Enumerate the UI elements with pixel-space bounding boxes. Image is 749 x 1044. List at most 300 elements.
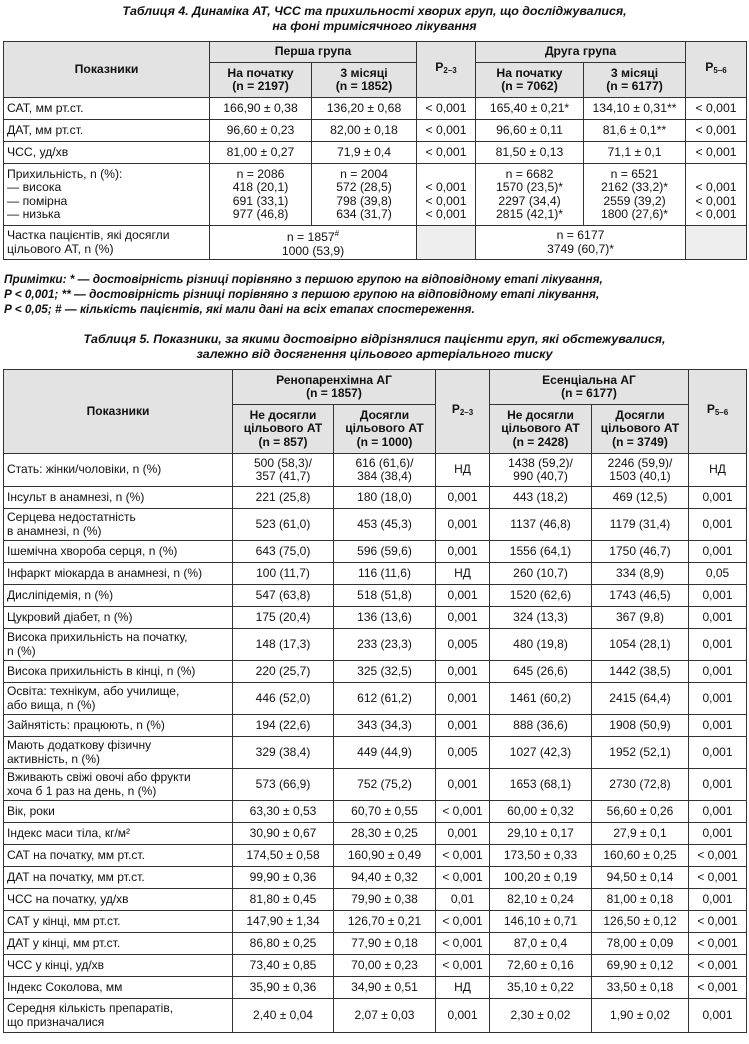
cell xyxy=(592,661,689,683)
label-line: Освіта: технікум, або училище, xyxy=(7,684,180,699)
value: 148 (17,3) xyxy=(255,636,311,651)
value: 86,80 ± 0,25 xyxy=(249,935,317,950)
value: n = 2086 xyxy=(236,166,285,181)
row-label xyxy=(4,164,210,226)
cell xyxy=(233,683,334,715)
table5 xyxy=(3,369,747,1033)
cell: < 0,001 xyxy=(686,120,747,142)
t5-essential-n: (n = 6177) xyxy=(561,386,617,400)
cell xyxy=(592,801,689,823)
cell xyxy=(334,801,436,823)
row-label xyxy=(4,585,233,607)
cell xyxy=(334,629,436,661)
cell xyxy=(592,607,689,629)
cell xyxy=(436,487,490,509)
value: 0,001 xyxy=(702,489,733,504)
reached-label-line2: цільового АТ, n (%) xyxy=(7,241,114,256)
label: (n = 1000) xyxy=(356,434,413,449)
table-row xyxy=(4,999,747,1033)
cell xyxy=(334,823,436,845)
value: 500 (58,3)/ xyxy=(253,455,313,470)
cell xyxy=(233,955,334,977)
cell xyxy=(490,911,592,933)
table-row-adherence xyxy=(4,164,747,226)
cell xyxy=(334,563,436,585)
cell xyxy=(689,801,747,823)
table5-caption-line1: Таблиця 5. Показники, за якими достовірно відрізнялися пацієнти груп, які обстежувалися, xyxy=(83,332,666,346)
value: 449 (44,9) xyxy=(357,744,412,759)
cell xyxy=(233,977,334,999)
row-label xyxy=(4,226,210,260)
value: 453 (45,3) xyxy=(357,516,412,531)
t5-p56-sub: 5–6 xyxy=(714,408,729,418)
value: < 0,001 xyxy=(442,913,483,928)
value: 334 (8,9) xyxy=(615,565,665,580)
table-row xyxy=(4,769,747,801)
value: 0,005 xyxy=(447,744,478,759)
label: цільового АТ xyxy=(345,421,424,436)
table-row xyxy=(4,845,747,867)
cell xyxy=(312,164,417,226)
label-line: Висока прихильність в кінці, n (%) xyxy=(7,663,196,678)
cell xyxy=(334,454,436,487)
cell xyxy=(436,715,490,737)
value: 220 (25,7) xyxy=(255,663,311,678)
value: 480 (19,8) xyxy=(513,636,568,651)
label-line: Вік, роки xyxy=(7,803,55,818)
label: цільового АТ xyxy=(501,421,580,436)
value: 160,90 ± 0,49 xyxy=(347,847,422,862)
value: 180 (18,0) xyxy=(357,489,412,504)
cell xyxy=(436,867,490,889)
value: 0,01 xyxy=(450,891,475,906)
table-row xyxy=(4,715,747,737)
value: < 0,001 xyxy=(442,847,483,862)
value: 0,001 xyxy=(702,516,733,531)
table5-caption xyxy=(0,332,749,362)
value: 0,001 xyxy=(447,543,478,558)
value: < 0,001 xyxy=(697,847,738,862)
value: НД xyxy=(709,462,726,477)
value: < 0,001 xyxy=(442,935,483,950)
label-line: Інфаркт міокарда в анамнезі, n (%) xyxy=(7,565,203,580)
t4-header-g2-3m xyxy=(584,63,686,98)
table-row xyxy=(4,661,747,683)
cell xyxy=(689,585,747,607)
row-label xyxy=(4,999,233,1033)
value: 2,07 ± 0,03 xyxy=(354,1007,415,1022)
table-row xyxy=(4,120,747,142)
label-line: САТ у кінці, мм рт.ст. xyxy=(7,913,121,928)
cell xyxy=(233,769,334,801)
table-row xyxy=(4,98,747,120)
value: 1750 (46,7) xyxy=(609,543,671,558)
row-label xyxy=(4,629,233,661)
value: < 0,001 xyxy=(442,803,483,818)
value: 72,60 ± 0,16 xyxy=(507,957,574,972)
cell xyxy=(436,629,490,661)
table-row xyxy=(4,911,747,933)
cell xyxy=(334,999,436,1033)
label: Не досягли xyxy=(249,408,317,423)
value: 1800 (27,6)* xyxy=(600,207,669,221)
value: 0,001 xyxy=(702,891,733,906)
cell xyxy=(436,737,490,769)
t5-header-p23 xyxy=(436,370,490,454)
value: 0,001 xyxy=(702,587,733,602)
value: 0,05 xyxy=(705,565,730,580)
table-row xyxy=(4,889,747,911)
t4-g1-start-label: На початку xyxy=(227,65,294,80)
cell xyxy=(436,454,490,487)
cell xyxy=(592,737,689,769)
value: 82,10 ± 0,24 xyxy=(507,891,574,906)
value: 174,50 ± 0,58 xyxy=(246,847,320,862)
table-row-reached xyxy=(4,226,747,260)
cell xyxy=(233,629,334,661)
adherence-low-label: — низька xyxy=(7,207,61,221)
cell xyxy=(233,867,334,889)
value: 0,005 xyxy=(447,636,478,651)
row-label xyxy=(4,823,233,845)
value: 73,40 ± 0,85 xyxy=(249,957,317,972)
value: 0,001 xyxy=(702,663,733,678)
cell xyxy=(233,487,334,509)
value: < 0,001 xyxy=(697,913,738,928)
value: НД xyxy=(454,565,471,580)
cell xyxy=(592,911,689,933)
label: Досягли xyxy=(359,408,410,423)
value: 1054 (28,1) xyxy=(609,636,671,651)
cell xyxy=(490,823,592,845)
value: 77,90 ± 0,18 xyxy=(351,935,418,950)
cell xyxy=(210,164,312,226)
cell xyxy=(490,769,592,801)
cell xyxy=(436,911,490,933)
t5-header-indicators: Показники xyxy=(4,370,233,454)
cell xyxy=(689,933,747,955)
cell xyxy=(436,999,490,1033)
value: 70,00 ± 0,23 xyxy=(351,957,418,972)
cell xyxy=(334,769,436,801)
value: 343 (34,3) xyxy=(357,717,412,732)
value: 888 (36,6) xyxy=(513,717,568,732)
value: 35,90 ± 0,36 xyxy=(249,979,317,994)
t4-p56-sub: 5–6 xyxy=(713,66,727,76)
label-line: Індекс Соколова, мм xyxy=(7,979,123,994)
value: 752 (75,2) xyxy=(357,776,412,791)
cell xyxy=(490,683,592,715)
cell xyxy=(490,629,592,661)
value: 94,40 ± 0,32 xyxy=(351,869,418,884)
value: 596 (59,6) xyxy=(357,543,412,558)
hash-mark: # xyxy=(334,228,340,238)
value: 1570 (23,5)* xyxy=(495,180,564,194)
label-line: ДАТ у кінці, мм рт.ст. xyxy=(7,935,121,950)
cell xyxy=(334,715,436,737)
row-label: ДАТ, мм рт.ст. xyxy=(4,120,210,142)
table-row xyxy=(4,823,747,845)
cell xyxy=(592,889,689,911)
table-row xyxy=(4,509,747,541)
cell xyxy=(686,164,747,226)
cell xyxy=(233,541,334,563)
value: < 0,001 xyxy=(425,193,467,208)
label-line: Серцева недостатність xyxy=(7,510,136,525)
label-line: Інсульт в анамнезі, n (%) xyxy=(7,489,145,504)
value: 146,10 ± 0,71 xyxy=(503,913,578,928)
value: 100 (11,7) xyxy=(256,565,310,580)
t4-g2-start-n: (n = 7062) xyxy=(501,79,558,93)
cell xyxy=(592,955,689,977)
value: 175 (20,4) xyxy=(255,609,311,624)
value: n = 6682 xyxy=(505,166,554,181)
cell xyxy=(233,454,334,487)
cell xyxy=(689,607,747,629)
row-label xyxy=(4,801,233,823)
label: (n = 857) xyxy=(258,434,308,449)
value: 260 (10,7) xyxy=(513,565,568,580)
cell xyxy=(233,509,334,541)
cell xyxy=(490,563,592,585)
cell xyxy=(689,629,747,661)
label-line: в анамнезі, n (%) xyxy=(7,523,102,538)
value: 1179 (31,4) xyxy=(609,516,671,531)
value: < 0,001 xyxy=(442,957,483,972)
value: 60,00 ± 0,32 xyxy=(507,803,574,818)
cell xyxy=(689,999,747,1033)
value: 81,80 ± 0,45 xyxy=(249,891,317,906)
row-label xyxy=(4,933,233,955)
label-line: n (%) xyxy=(7,643,36,658)
cell: 71,9 ± 0,4 xyxy=(312,142,417,164)
row-label xyxy=(4,889,233,911)
label-line: хоча б 1 раз на день, n (%) xyxy=(7,783,157,798)
t4-p23-sub: 2–3 xyxy=(443,66,457,76)
cell xyxy=(436,509,490,541)
value: 523 (61,0) xyxy=(255,516,311,531)
table4-caption xyxy=(0,4,749,34)
t5-header-p56 xyxy=(689,370,747,454)
cell xyxy=(476,164,584,226)
value: 2559 (39,2) xyxy=(603,193,666,208)
label-line: ЧСС у кінці, уд/хв xyxy=(7,957,105,972)
t4-g2-3m-n: (n = 6177) xyxy=(606,79,663,93)
cell xyxy=(689,845,747,867)
value: 1952 (52,1) xyxy=(609,744,671,759)
value: 0,001 xyxy=(702,776,733,791)
t4-header-g1-3m xyxy=(312,63,417,98)
cell xyxy=(490,487,592,509)
cell xyxy=(233,889,334,911)
value: 2246 (59,9)/ xyxy=(607,455,673,470)
cell xyxy=(334,867,436,889)
cell xyxy=(592,769,689,801)
row-label xyxy=(4,541,233,563)
value: 643 (75,0) xyxy=(255,543,311,558)
value: 0,001 xyxy=(447,663,478,678)
cell: 81,6 ± 0,1** xyxy=(584,120,686,142)
value: 28,30 ± 0,25 xyxy=(351,825,418,840)
value: 1438 (59,2)/ xyxy=(508,455,573,470)
label: Не досягли xyxy=(507,408,574,423)
cell xyxy=(233,661,334,683)
value: 0,001 xyxy=(447,776,478,791)
t4-header-indicators: Показники xyxy=(4,42,210,98)
cell xyxy=(689,454,747,487)
cell xyxy=(689,683,747,715)
row-label xyxy=(4,911,233,933)
cell xyxy=(436,955,490,977)
value: 1461 (60,2) xyxy=(509,690,572,705)
t4-g2-start-label: На початку xyxy=(496,65,563,80)
value: < 0,001 xyxy=(695,207,737,221)
value: 329 (38,4) xyxy=(255,744,311,759)
cell xyxy=(334,737,436,769)
cell xyxy=(233,823,334,845)
cell: 81,00 ± 0,27 xyxy=(210,142,312,164)
value: 126,70 ± 0,21 xyxy=(347,913,422,928)
cell xyxy=(490,845,592,867)
cell: 166,90 ± 0,38 xyxy=(210,98,312,120)
cell xyxy=(334,845,436,867)
cell xyxy=(592,541,689,563)
t4-header-group2: Друга група xyxy=(476,42,686,63)
value: 1027 (42,3) xyxy=(509,744,572,759)
value: 221 (25,8) xyxy=(255,489,311,504)
table-row xyxy=(4,487,747,509)
value: 2,40 ± 0,04 xyxy=(253,1007,313,1022)
value: < 0,001 xyxy=(442,869,483,884)
cell xyxy=(233,933,334,955)
row-label: САТ, мм рт.ст. xyxy=(4,98,210,120)
t5-renal-n: (n = 1857) xyxy=(306,386,362,400)
value: 1908 (50,9) xyxy=(609,717,671,732)
value: 691 (33,1) xyxy=(232,193,289,208)
cell xyxy=(592,487,689,509)
cell xyxy=(436,683,490,715)
value: 384 (38,4) xyxy=(357,469,412,483)
t4-header-group1: Перша група xyxy=(210,42,417,63)
t5-renal-label: Ренопаренхімна АГ xyxy=(276,372,392,387)
value: 0,001 xyxy=(702,690,733,705)
cell xyxy=(689,769,747,801)
table-row xyxy=(4,541,747,563)
value: 99,90 ± 0,36 xyxy=(249,869,317,884)
cell xyxy=(334,585,436,607)
cell xyxy=(490,999,592,1033)
t4-g1-start-n: (n = 2197) xyxy=(232,79,289,93)
row-label xyxy=(4,683,233,715)
t5-header-essential xyxy=(490,370,689,405)
cell xyxy=(334,509,436,541)
label-line: Зайнятість: працюють, n (%) xyxy=(7,717,165,732)
value: 634 (31,7) xyxy=(336,207,392,221)
cell xyxy=(490,585,592,607)
label: (n = 3749) xyxy=(612,434,668,449)
cell xyxy=(233,999,334,1033)
adherence-label: Прихильність, n (%): xyxy=(7,166,123,181)
cell: 136,20 ± 0,68 xyxy=(312,98,417,120)
label: Досягли xyxy=(615,408,665,423)
cell xyxy=(436,801,490,823)
value: 2,30 ± 0,02 xyxy=(510,1007,571,1022)
value: 0,001 xyxy=(447,1007,478,1022)
table-row xyxy=(4,977,747,999)
value: 2415 (64,4) xyxy=(609,690,671,705)
table-row xyxy=(4,142,747,164)
t5-header-ess-yes xyxy=(592,405,689,454)
adherence-moderate-label: — помірна xyxy=(7,193,68,208)
value: 1137 (46,8) xyxy=(510,516,571,531)
value: 233 (23,3) xyxy=(357,636,412,651)
cell xyxy=(689,563,747,585)
cell xyxy=(490,955,592,977)
cell xyxy=(334,889,436,911)
adherence-high-label: — висока xyxy=(7,180,62,194)
cell: < 0,001 xyxy=(417,120,476,142)
cell xyxy=(689,509,747,541)
value: 34,90 ± 0,51 xyxy=(351,979,418,994)
value: 0,001 xyxy=(447,587,478,602)
row-label xyxy=(4,955,233,977)
value: 0,001 xyxy=(447,825,478,840)
note-line: P < 0,001; ** — достовірність різниці порівняно з першою групою на відповідному етапі лікування, xyxy=(4,287,600,301)
table-row xyxy=(4,585,747,607)
cell xyxy=(233,845,334,867)
value: 0,001 xyxy=(447,609,478,624)
cell xyxy=(436,661,490,683)
cell xyxy=(592,509,689,541)
value: 798 (39,8) xyxy=(336,193,392,208)
cell: 82,00 ± 0,18 xyxy=(312,120,417,142)
cell xyxy=(689,955,747,977)
value: 0,001 xyxy=(702,609,733,624)
cell xyxy=(334,541,436,563)
value: 194 (22,6) xyxy=(255,717,311,732)
label-line: або вища, n (%) xyxy=(7,697,96,712)
t4-header-g2-start xyxy=(476,63,584,98)
row-label xyxy=(4,867,233,889)
t4-g2-3m-label: 3 місяці xyxy=(610,65,659,80)
value xyxy=(213,227,413,245)
t4-header-p56 xyxy=(686,42,747,98)
value: 0,001 xyxy=(702,636,733,651)
value: 0,001 xyxy=(447,690,478,705)
value: 446 (52,0) xyxy=(255,690,311,705)
value: < 0,001 xyxy=(697,957,738,972)
label-line: активність, n (%) xyxy=(7,751,101,766)
cell xyxy=(490,509,592,541)
value: 136 (13,6) xyxy=(357,609,412,624)
value: 1653 (68,1) xyxy=(509,776,572,791)
cell xyxy=(592,823,689,845)
cell xyxy=(233,737,334,769)
cell xyxy=(490,933,592,955)
label: цільового АТ xyxy=(243,421,323,436)
cell xyxy=(689,889,747,911)
value: 469 (12,5) xyxy=(612,489,668,504)
value: 990 (40,7) xyxy=(513,469,568,483)
value: 1000 (53,9) xyxy=(281,243,345,258)
label-line: Середня кількість препаратів, xyxy=(7,1001,174,1016)
label-line: ЧСС на початку, уд/хв xyxy=(7,891,129,906)
row-label xyxy=(4,845,233,867)
reached-g1-n: n = 1857 xyxy=(286,230,335,245)
value: < 0,001 xyxy=(425,207,467,221)
value: < 0,001 xyxy=(425,180,467,194)
cell xyxy=(592,683,689,715)
